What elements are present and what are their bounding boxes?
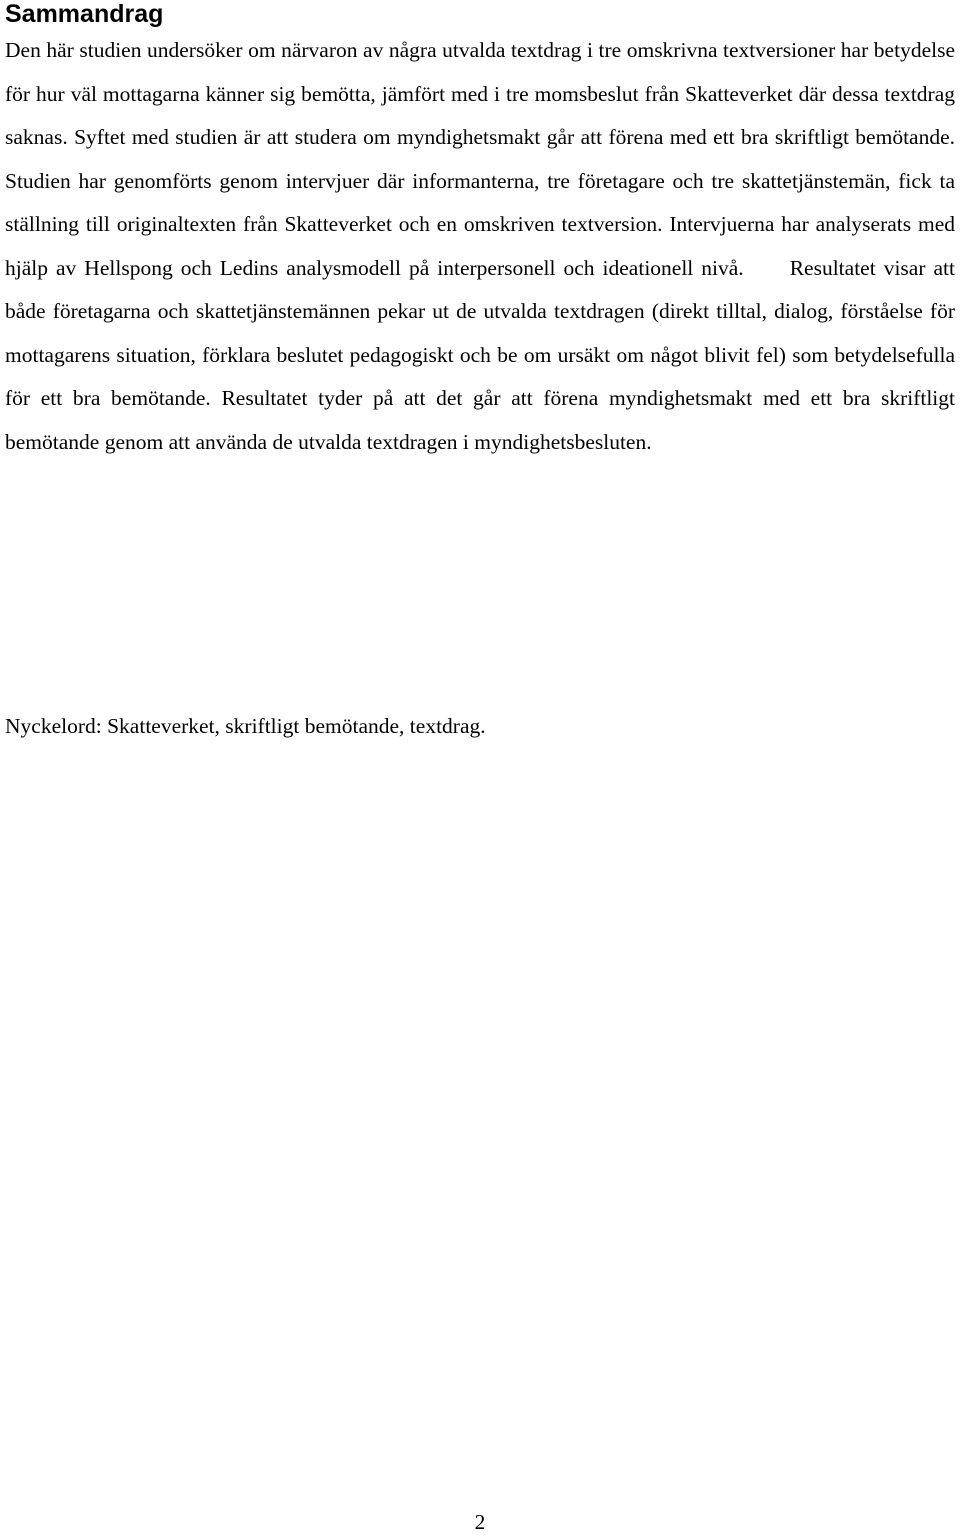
section-heading: Sammandrag: [5, 0, 164, 28]
abstract-sentence-1: Den här studien undersöker om närvaron av några utvalda textdrag i tre omskrivna textversioner har betydelse för hur väl mottagarna känner sig bemötta, jämfört med i tre momsbeslut från Skatteverket där dessa textdrag saknas.: [5, 38, 955, 149]
abstract-sentence-4: Intervjuerna har analyserats med hjälp av Hellspong och Ledins analysmodell på interpersonell och ideationell nivå.: [5, 212, 956, 280]
keywords-line: Nyckelord: Skatteverket, skriftligt bemötande, textdrag.: [5, 714, 486, 738]
abstract-sentence-5: Resultatet visar att både företagarna och skattetjänstemännen pekar ut de utvalda textdragen (direkt tilltal, dialog, förståelse för mottagarens situation, förklara beslutet pedagogiskt och be om ursäkt om något blivit fel) som betydelsefulla för ett bra bemötande.: [5, 255, 955, 410]
abstract-sentence-6: Resultatet tyder på att det går att förena myndighetsmakt med ett bra skriftligt bemötande genom att använda de utvalda textdragen i myndighetsbesluten.: [5, 386, 956, 454]
page-number: 2: [474, 1510, 486, 1534]
abstract-sentence-3: Studien har genomförts genom intervjuer där informanterna, tre företagare och tre skattetjänstemän, fick ta ställning till originaltexten från Skatteverket och en omskriven textversion.: [5, 168, 955, 236]
abstract-paragraph: [5, 29, 955, 464]
abstract-sentence-2: Syftet med studien är att studera om myndighetsmakt går att förena med ett bra skriftligt bemötande.: [74, 125, 956, 149]
